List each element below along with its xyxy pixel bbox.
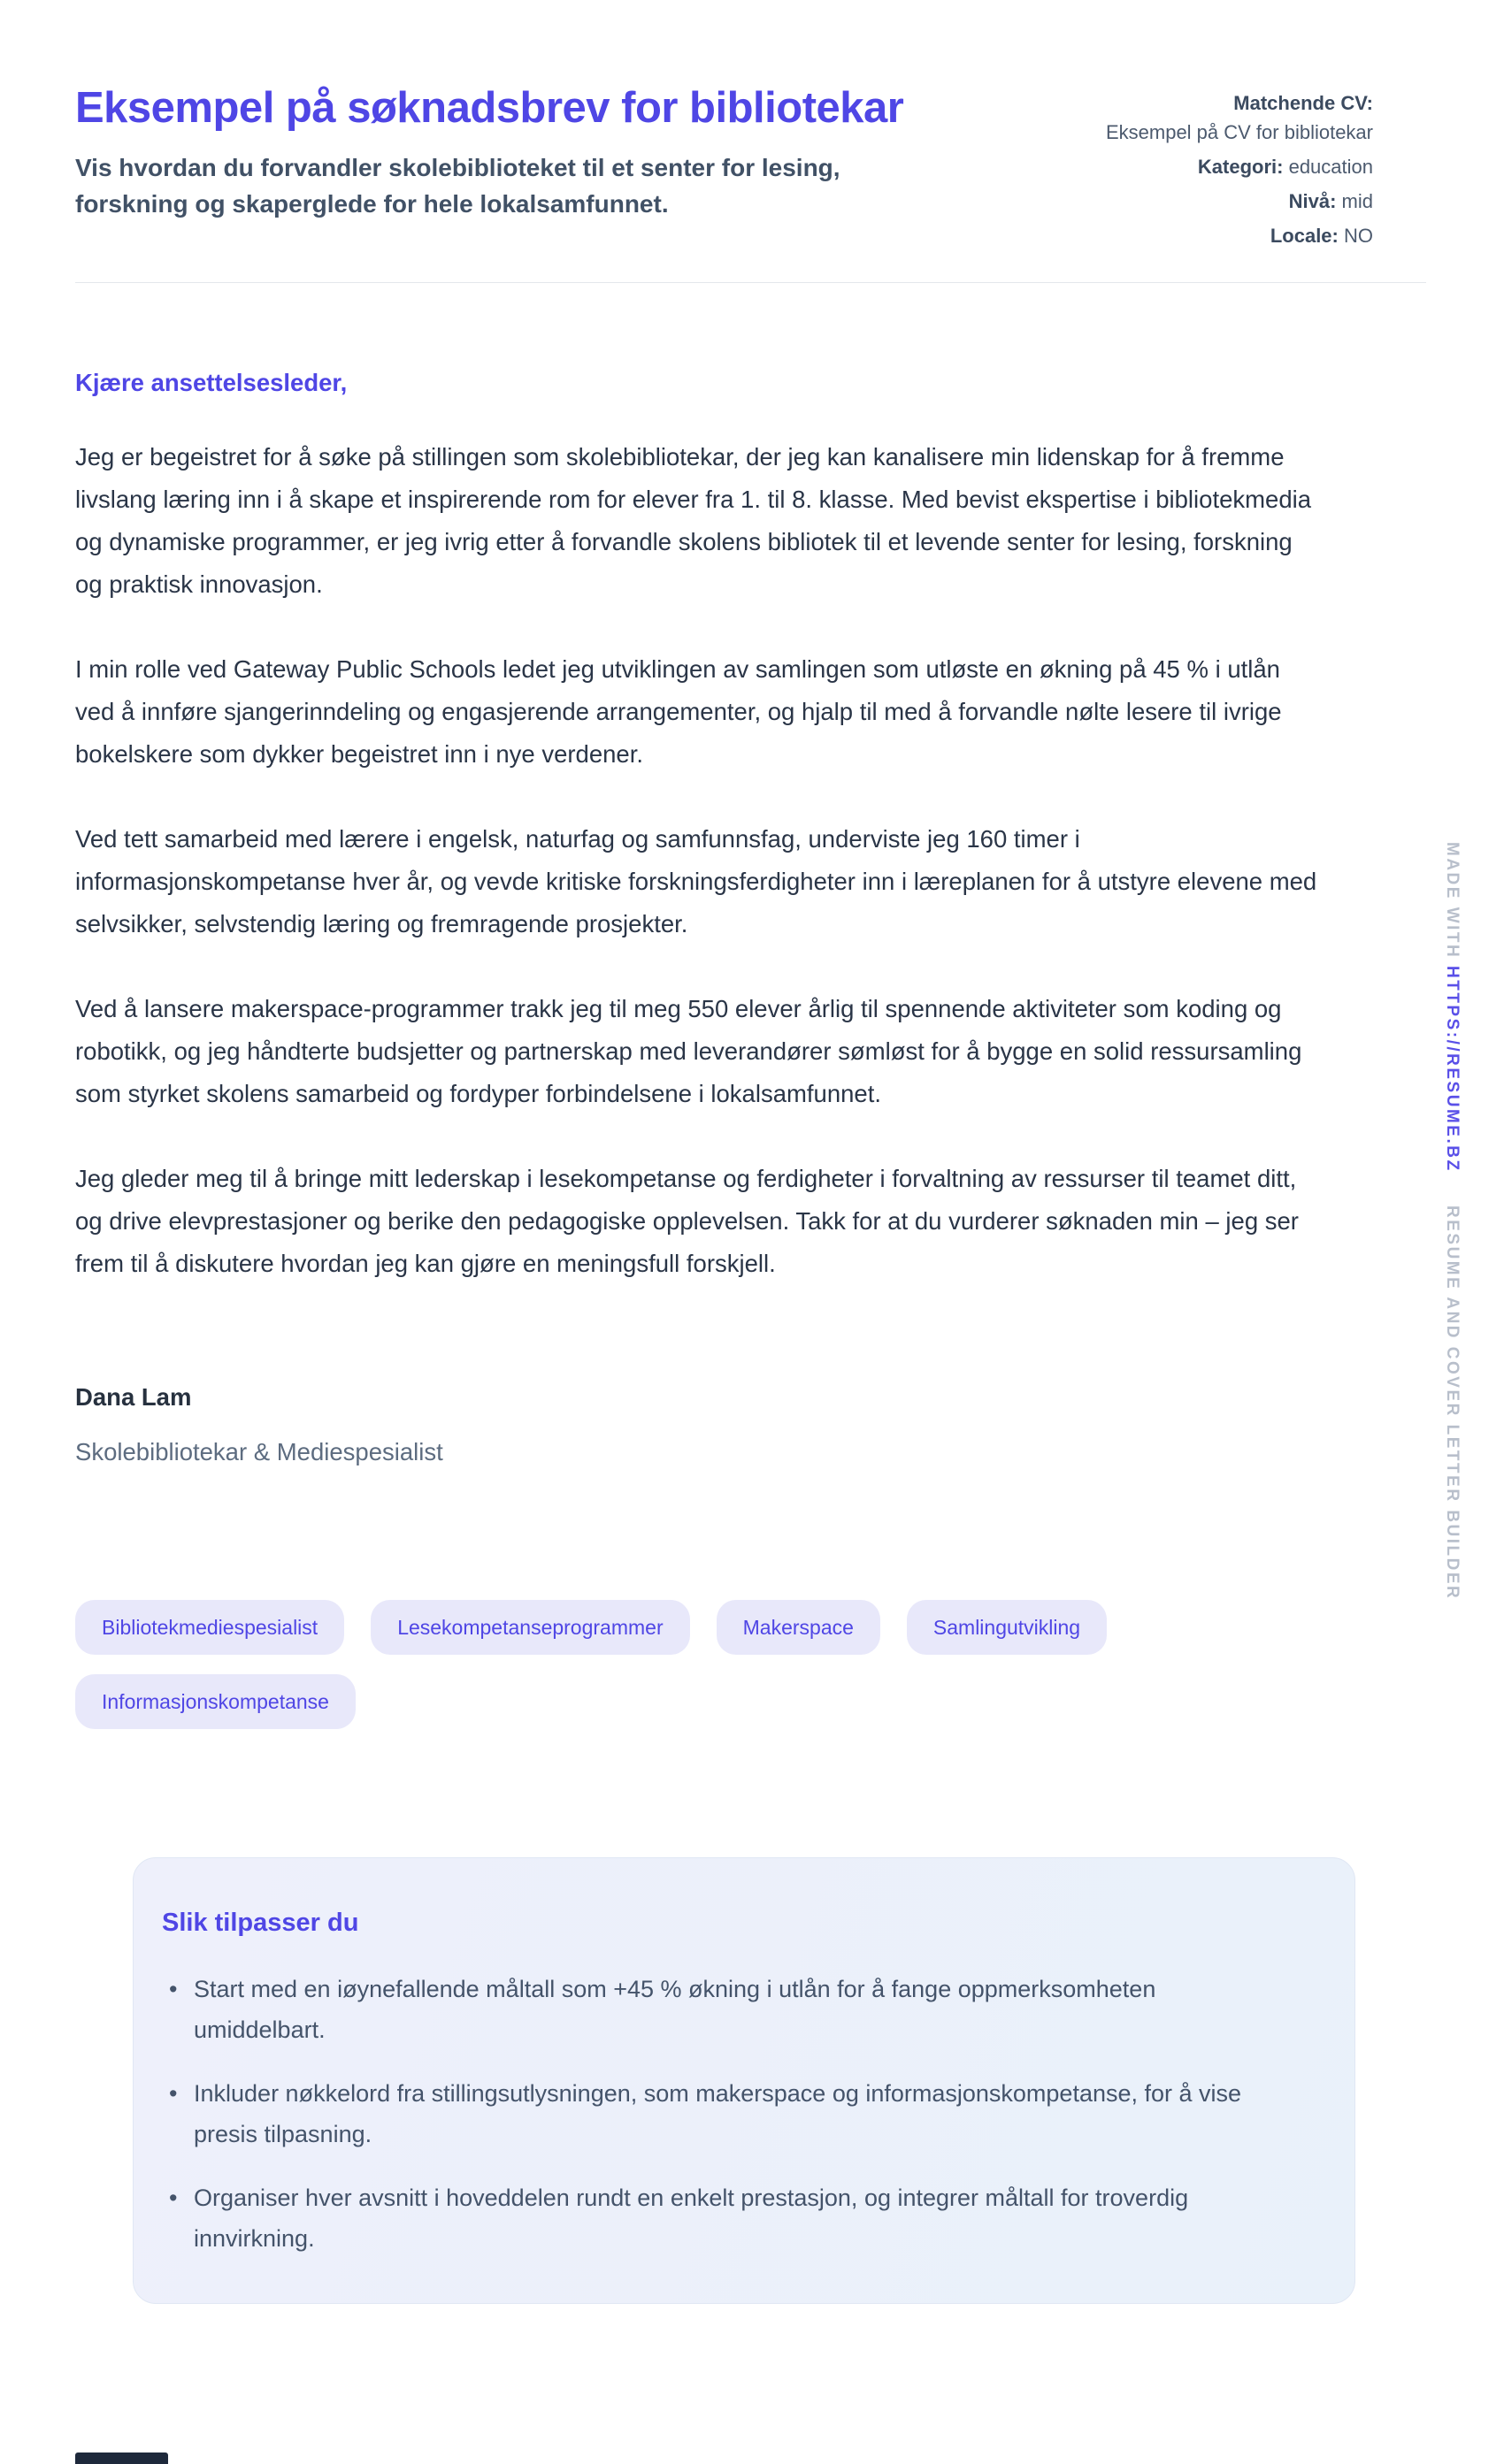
meta-locale-label: Locale: bbox=[1270, 225, 1339, 247]
tips-list bbox=[162, 1969, 1301, 2259]
letter-body bbox=[75, 368, 1426, 1467]
meta-level-value: mid bbox=[1341, 190, 1373, 212]
page-bottom-bar bbox=[75, 2453, 168, 2464]
meta-category-label: Kategori: bbox=[1197, 156, 1284, 178]
tag-list bbox=[75, 1600, 1376, 1729]
watermark-suffix: RESUME AND COVER LETTER BUILDER bbox=[1443, 1205, 1462, 1601]
tag-chip[interactable]: Informasjonskompetanse bbox=[75, 1674, 356, 1729]
meta-locale-value: NO bbox=[1344, 225, 1373, 247]
meta-level bbox=[1099, 187, 1373, 216]
tips-item: • Organiser hver avsnitt i hoveddelen rundt en enkelt prestasjon, og integrer måltall for troverdig innvirkning. bbox=[162, 2177, 1259, 2259]
meta-matching-cv bbox=[1099, 88, 1373, 147]
meta-locale bbox=[1099, 221, 1373, 250]
header-divider bbox=[75, 282, 1426, 283]
tips-item: • Inkluder nøkkelord fra stillingsutlysningen, som makerspace og informasjonskompetanse, for å vise presis tilpasning. bbox=[162, 2073, 1259, 2154]
tag-chip[interactable]: Lesekompetanseprogrammer bbox=[371, 1600, 689, 1655]
meta-category bbox=[1099, 152, 1373, 181]
letter-greeting: Kjære ansettelsesleder, bbox=[75, 369, 348, 396]
letter-paragraph: I min rolle ved Gateway Public Schools ledet jeg utviklingen av samlingen som utløste en økning på 45 % i utlån ved å innføre sjangerinndeling og engasjerende arrangementer, og hjalp til med å forvandle nølte lesere til ivrige bokelskere som dykker begeistret inn i nye verdener. bbox=[75, 655, 1282, 768]
tips-title: Slik tilpasser du bbox=[162, 1909, 359, 1937]
page-title: Eksempel på søknadsbrev for bibliotekar bbox=[75, 84, 904, 132]
signature-name: Dana Lam bbox=[75, 1383, 192, 1411]
tag-chip[interactable]: Bibliotekmediespesialist bbox=[75, 1600, 344, 1655]
letter-paragraph: Ved å lansere makerspace-programmer trakk jeg til meg 550 elever årlig til spennende aktiviteter som koding og robotikk, og jeg håndterte budsjetter og partnerskap med leverandører sømløst for å bygge en solid ressursamling som styrket skolens samarbeid og fordyper forbindelsene i lokalsamfunnet. bbox=[75, 995, 1302, 1107]
tips-callout bbox=[133, 1857, 1355, 2304]
meta-matching-cv-value: Eksempel på CV for bibliotekar bbox=[1105, 121, 1373, 143]
watermark-prefix: MADE WITH bbox=[1443, 842, 1462, 960]
meta-matching-cv-label: Matchende CV: bbox=[1233, 92, 1373, 114]
page-subtitle: Vis hvordan du forvandler skolebiblioteket til et senter for lesing, forskning og skaperglede for hele lokalsamfunnet. bbox=[75, 154, 840, 218]
signature-title: Skolebibliotekar & Mediespesialist bbox=[75, 1438, 443, 1465]
letter-paragraph: Ved tett samarbeid med lærere i engelsk, naturfag og samfunnsfag, underviste jeg 160 timer i informasjonskompetanse hver år, og vevde kritiske forskningsferdigheter inn i læreplanen for å utstyre elevene med selvsikker, selvstendig læring og fremragende prosjekter. bbox=[75, 825, 1317, 937]
meta-panel bbox=[1099, 81, 1373, 256]
letter-paragraph: Jeg gleder meg til å bringe mitt lederskap i lesekompetanse og ferdigheter i forvaltning av ressurser til teamet ditt, og drive elevprestasjoner og berike den pedagogiske opplevelsen. Takk for at du vurderer søknaden min – jeg ser frem til å diskutere hvordan jeg kan gjøre en meningsfull forskjell. bbox=[75, 1165, 1299, 1277]
meta-level-label: Nivå: bbox=[1288, 190, 1337, 212]
header-title-block bbox=[75, 81, 925, 222]
watermark-link[interactable]: HTTPS://RESUME.BZ bbox=[1443, 966, 1462, 1173]
tag-chip[interactable]: Samlingutvikling bbox=[907, 1600, 1107, 1655]
side-watermark bbox=[1442, 842, 1462, 1601]
letter-paragraph: Jeg er begeistret for å søke på stillingen som skolebibliotekar, der jeg kan kanalisere min lidenskap for å fremme livslang læring inn i å skape et inspirerende rom for elever fra 1. til 8. klasse. Med bevist ekspertise i bibliotekmedia og dynamiske programmer, er jeg ivrig etter å forvandle skolens bibliotek til et levende senter for lesing, forskning og praktisk innovasjon. bbox=[75, 443, 1312, 598]
tag-chip[interactable]: Makerspace bbox=[717, 1600, 880, 1655]
header bbox=[75, 81, 1426, 256]
tips-item: • Start med en iøynefallende måltall som +45 % økning i utlån for å fange oppmerksomheten umiddelbart. bbox=[162, 1969, 1259, 2050]
meta-category-value: education bbox=[1288, 156, 1373, 178]
